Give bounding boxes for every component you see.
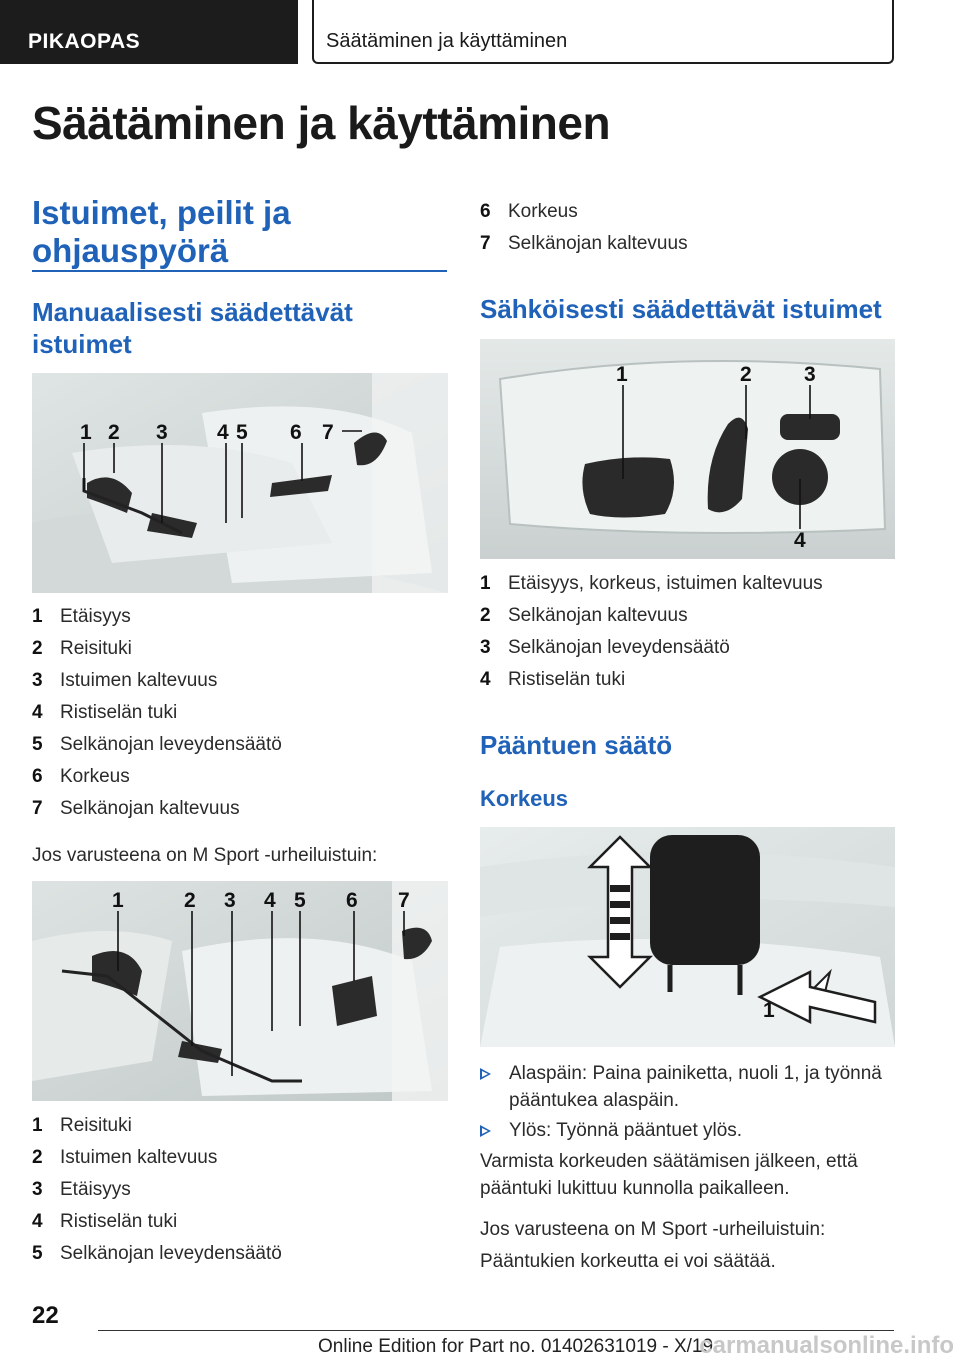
heading-rule xyxy=(32,270,447,272)
fig1-label-4: 4 xyxy=(217,421,229,444)
fig1-label-7: 7 xyxy=(322,421,334,444)
list-item: 3 Istuimen kaltevuus xyxy=(32,670,218,691)
headrest-not-adjustable-note: Pääntukien korkeutta ei voi säätää. xyxy=(480,1251,776,1272)
m-sport-note-right: Jos varusteena on M Sport -urheiluistuin: xyxy=(480,1219,826,1240)
headrest-illustration xyxy=(480,827,895,1047)
fig3-label-2: 2 xyxy=(740,363,752,386)
list-item: 5 Selkänojan leveydensäätö xyxy=(32,734,282,755)
headrest-lock-note: Varmista korkeuden säätämisen jälkeen, että pääntuki lukittuu kunnolla paikalleen. xyxy=(480,1151,858,1199)
list-item: 5 Selkänojan leveydensäätö xyxy=(32,1243,282,1264)
list-item: 3 Selkänojan leveydensäätö xyxy=(480,637,730,658)
m-sport-seat-figure xyxy=(32,881,448,1101)
section-tab: PIKAOPAS xyxy=(0,0,298,64)
list-item: 1 Etäisyys, korkeus, istuimen kaltevuus xyxy=(480,573,823,594)
headrest-figure xyxy=(480,827,895,1047)
m-sport-note: Jos varusteena on M Sport -urheiluistuin: xyxy=(32,845,378,866)
electric-seats-heading: Sähköisesti säädettävät istuimet xyxy=(480,294,882,324)
list-item: 4 Ristiselän tuki xyxy=(480,669,626,690)
list-item: 2 Reisituki xyxy=(32,638,132,659)
section-heading: Istuimet, peilit ja ohjauspyörä xyxy=(32,194,291,269)
headrest-heading: Pääntuen säätö xyxy=(480,730,673,760)
list-item: 6 Korkeus xyxy=(32,766,130,787)
bullet-down: Alaspäin: Paina painiketta, nuoli 1, ja työnnä pääntukea alaspäin. xyxy=(480,1060,890,1114)
fig2-label-3: 3 xyxy=(224,889,236,912)
manual-seat-illustration xyxy=(32,373,448,593)
triangle-bullet-icon xyxy=(480,1125,491,1137)
list-item: 6 Korkeus xyxy=(480,201,578,222)
fig2-label-5: 5 xyxy=(294,889,306,912)
page-title: Säätäminen ja käyttäminen xyxy=(32,97,611,149)
m-sport-seat-legend-continued xyxy=(480,196,688,260)
list-item: 2 Istuimen kaltevuus xyxy=(32,1147,218,1168)
fig2-label-7: 7 xyxy=(398,889,410,912)
fig1-label-1: 1 xyxy=(80,421,92,444)
fig1-label-2: 2 xyxy=(108,421,120,444)
fig3-label-3: 3 xyxy=(804,363,816,386)
height-heading: Korkeus xyxy=(480,786,569,811)
fig1-label-6: 6 xyxy=(290,421,302,444)
fig2-label-4: 4 xyxy=(264,889,276,912)
watermark: carmanualsonline.info xyxy=(699,1332,954,1359)
electric-seat-controls-illustration xyxy=(480,339,895,559)
triangle-bullet-icon xyxy=(480,1068,491,1080)
list-item: 4 Ristiselän tuki xyxy=(32,702,178,723)
list-item: 4 Ristiselän tuki xyxy=(32,1211,178,1232)
list-item: 1 Reisituki xyxy=(32,1115,132,1136)
list-item: 3 Etäisyys xyxy=(32,1179,131,1200)
list-item: 2 Selkänojan kaltevuus xyxy=(480,605,688,626)
manual-seats-heading: Manuaalisesti säädettävät istuimet xyxy=(32,297,353,359)
fig4-label-1: 1 xyxy=(763,999,775,1022)
m-sport-seat-legend xyxy=(32,1110,282,1270)
fig3-label-4: 4 xyxy=(794,529,806,552)
page-number: 22 xyxy=(32,1302,59,1329)
fig2-label-1: 1 xyxy=(112,889,124,912)
electric-seat-figure xyxy=(480,339,895,559)
footer-rule xyxy=(98,1330,894,1331)
bullet-up: Ylös: Työnnä pääntuet ylös. xyxy=(480,1117,890,1144)
edition-text: Online Edition for Part no. 01402631019 - X/19 xyxy=(318,1336,714,1357)
manual-seat-legend xyxy=(32,601,282,825)
electric-seat-legend xyxy=(480,568,823,696)
list-item: 7 Selkänojan kaltevuus xyxy=(480,233,688,254)
manual-seat-figure xyxy=(32,373,448,593)
list-item: 1 Etäisyys xyxy=(32,606,131,627)
fig1-label-3: 3 xyxy=(156,421,168,444)
list-item: 7 Selkänojan kaltevuus xyxy=(32,798,240,819)
m-sport-seat-illustration xyxy=(32,881,448,1101)
fig2-label-6: 6 xyxy=(346,889,358,912)
fig1-label-5: 5 xyxy=(236,421,248,444)
chapter-tab: Säätäminen ja käyttäminen xyxy=(312,0,894,64)
fig2-label-2: 2 xyxy=(184,889,196,912)
fig3-label-1: 1 xyxy=(616,363,628,386)
